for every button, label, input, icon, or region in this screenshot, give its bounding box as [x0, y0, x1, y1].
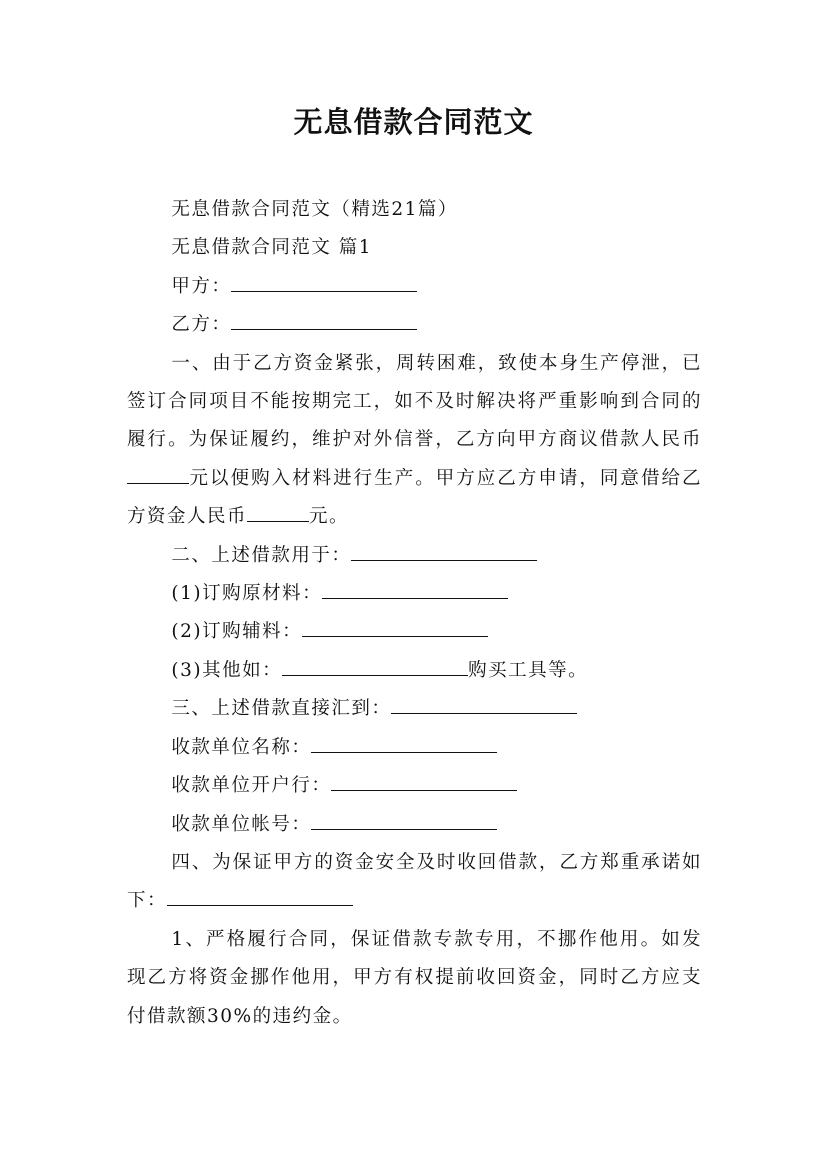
section-heading [127, 229, 702, 267]
commitment-blank [167, 883, 353, 906]
clause-1-text-b: 元以便购入材料进行生产。甲方应乙方申请，同意借给乙方资金人民币 [127, 467, 702, 528]
term-1 [127, 921, 702, 1036]
party-b-line [127, 306, 702, 344]
party-b-blank [231, 307, 417, 330]
clause-1 [127, 345, 702, 537]
subtitle-line [127, 191, 702, 229]
item-1-line [127, 575, 702, 613]
raw-material-blank [322, 576, 508, 599]
party-a-label: 甲方： [171, 275, 232, 297]
payee-name-label: 收款单位名称： [171, 736, 312, 758]
document-title: 无息借款合同范文 [293, 105, 534, 139]
clause-4 [127, 844, 702, 921]
payee-name-line [127, 729, 702, 767]
clause-3-line [127, 690, 702, 728]
item-3-line [127, 652, 702, 690]
item-1-label: (1)订购原材料： [171, 583, 323, 605]
item-2-line [127, 613, 702, 651]
party-a-blank [231, 269, 417, 292]
loan-amount-blank [127, 461, 189, 484]
remit-to-blank [391, 691, 577, 714]
payee-bank-label: 收款单位开户行： [171, 775, 332, 797]
party-a-line [127, 268, 702, 306]
item-3-suffix: 购买工具等。 [468, 659, 589, 681]
usage-blank [351, 538, 537, 561]
payee-name-blank [311, 730, 497, 753]
clause-3-label: 三、上述借款直接汇到： [171, 698, 392, 720]
subtitle-text: 无息借款合同范文（精选21篇） [171, 199, 458, 220]
clause-2-line [127, 537, 702, 575]
payee-bank-blank [331, 768, 517, 791]
party-b-label: 乙方： [171, 314, 232, 336]
clause-2-label: 二、上述借款用于： [171, 544, 352, 566]
item-3-label: (3)其他如： [171, 659, 283, 681]
document-body [127, 191, 702, 1036]
auxiliary-material-blank [302, 614, 488, 637]
other-usage-blank [282, 653, 468, 676]
granted-amount-blank [247, 499, 309, 522]
section-heading-text: 无息借款合同范文 篇1 [171, 237, 373, 259]
payee-bank-line [127, 767, 702, 805]
item-2-label: (2)订购辅料： [171, 621, 303, 643]
clause-1-text-c: 元。 [309, 506, 350, 528]
payee-account-line [127, 806, 702, 844]
payee-account-label: 收款单位帐号： [171, 813, 312, 835]
clause-4-text: 四、为保证甲方的资金安全及时收回借款，乙方郑重承诺如下： [127, 851, 702, 912]
term-1-text: 1、严格履行合同，保证借款专款专用，不挪作他用。如发现乙方将资金挪作他用，甲方有权提前收回资金，同时乙方应支付借款额30%的违约金。 [127, 928, 702, 1027]
payee-account-blank [311, 807, 497, 830]
clause-1-text-a: 一、由于乙方资金紧张，周转困难，致使本身生产停泄，已签订合同项目不能按期完工，如不及时解决将严重影响到合同的履行。为保证履约，维护对外信誉，乙方向甲方商议借款人民币 [127, 352, 702, 451]
